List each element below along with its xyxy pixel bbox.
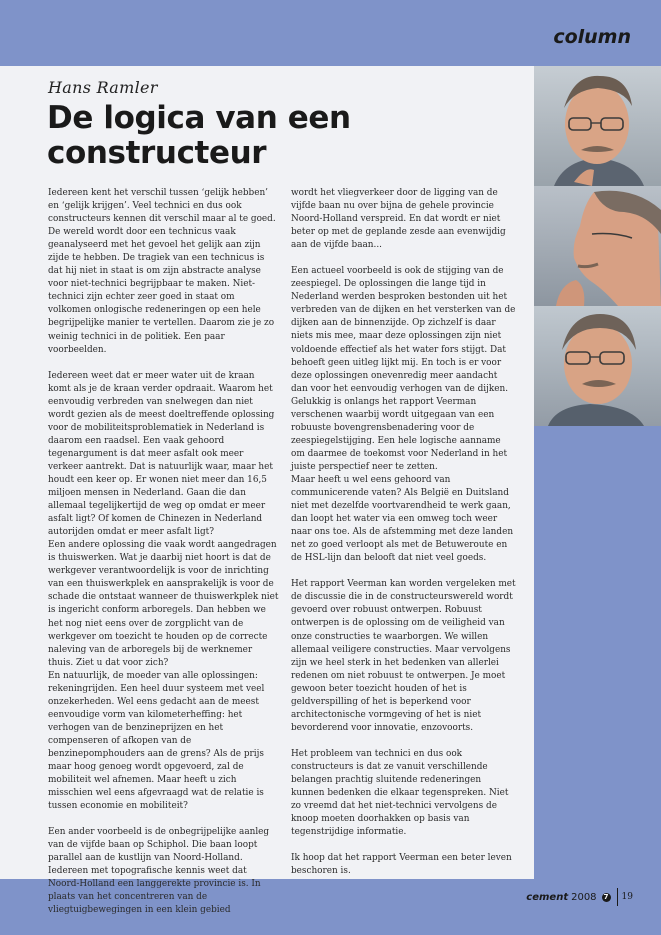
paragraph: Maar heeft u wel eens gehoord van communicerende vaten? Als België en Duitsland niet met dezelfde voortvarendheid te werk gaan, dan loopt het water via een omweg toch weer naar ons toe. Als de afstemming met deze landen net zo goed verloopt als met de Betuweroute en de HSL-lijn dan belooft dat niet veel goeds. <box>291 474 514 564</box>
author-photo-side <box>534 306 661 426</box>
paragraph: Iedereen kent het verschil tussen ‘gelijk hebben’ en ‘gelijk krijgen’. Veel technici en dus ook constructeurs kennen dit verschil maar al te goed. De wereld wordt door een technicus vaak geanalyseerd met het gevoel het gelijk aan zijn zijde te hebben. De tragiek van een technicus is dat hij niet in staat is om zijn abstracte analyse voor niet-technici begrijpbaar te maken. Niet-technici zijn echter zeer goed in staat om volkomen onlogische redeneringen op een hele begrijpelijke manier te vertellen. Daarom zie je zo weinig technici in de politiek. Een paar voorbeelden. <box>48 188 276 355</box>
paragraph: Het probleem van technici en dus ook constructeurs is dat ze vanuit verschillende belangen prachtig sluitende redeneringen kunnen bedenken die elkaar tegenspreken. Niet zo vreemd dat het niet-technici vervolgens de knoop moeten doorhakken op basis van tegenstrijdige informatie. <box>291 748 509 838</box>
magazine-year: 2008 <box>571 891 597 903</box>
paragraph: wordt het vliegverkeer door de ligging van de vijfde baan nu over bijna de gehele provincie Noord-Holland verspreid. En dat wordt er niet beter op met de geplande zesde aan evenwijdig aan de vijfde baan... <box>291 188 506 251</box>
paragraph: Een actueel voorbeeld is ook de stijging van de zeespiegel. De oplossingen die lange tijd in Nederland werden besproken bestonden uit het verbreden van de dijken en het versterken van de dijken aan de binnenzijde. Op zichzelf is daar niets mis mee, maar deze oplossingen zijn niet voldoende effectief als het water fors stijgt. Dat behoeft geen uitleg lijkt mij. En toch is er voor deze oplossingen onevenredig meer aandacht dan voor het eenvoudig verhogen van de dijken. Gelukkig is onlangs het rapport Veerman verschenen waarbij wordt uitgegaan van een robuuste bovengrensbenadering voor de zeespiegelstijging. Een hele logische aanname om daarmee de toekomst voor Nederland in het juiste perspectief neer te zetten. <box>291 266 516 472</box>
right-column <box>291 187 516 878</box>
paragraph: En natuurlijk, de moeder van alle oplossingen: rekeningrijden. Een heel duur systeem met veel onzekerheden. Wel eens gedacht aan de meest eenvoudige vorm van kilometerheffing: het verhogen van de benzineprijzen en het compenseren of afkopen van de benzinepomphouders aan de grens? Als de prijs maar hoog genoeg wordt opgevoerd, zal de mobiliteit wel afnemen. Maar heeft u zich misschien wel eens afgevraagd wat de relatie is tussen economie en mobiliteit? <box>48 670 265 812</box>
article-title: De logica van een constructeur <box>47 100 351 171</box>
paragraph: Een ander voorbeeld is de onbegrijpelijke aanleg van de vijfde baan op Schiphol. Die baan loopt parallel aan de kustlijn van Noord-Holland. Iedereen met topografische kennis weet dat Noord-Holland een langgerekte provincie is. In plaats van het concentreren van de vliegtuigbewegingen in een klein gebied <box>48 827 270 916</box>
page-footer <box>526 888 633 906</box>
section-label: column <box>553 26 631 48</box>
footer-divider <box>617 888 618 906</box>
magazine-name: cement <box>526 891 569 903</box>
author-photo-profile <box>534 186 661 306</box>
author-photo-strip <box>534 66 661 426</box>
paragraph: Het rapport Veerman kan worden vergeleken met de discussie die in de constructeurswereld wordt gevoerd over robuust ontwerpen. Robuust ontwerpen is de oplossing om de veiligheid van onze constructies te waarborgen. We willen allemaal veiligere constructies. Maar vervolgens zijn we heel sterk in het bedenken van allerlei redenen om niet robuust te ontwerpen. Je moet gewoon beter toezicht houden of het is geldverspilling of het is beperkend voor architectonische vormgeving of het is niet bevorderend voor innovatie, enzovoorts. <box>291 579 516 733</box>
page-number: 19 <box>621 892 633 902</box>
author-name: Hans Ramler <box>48 78 158 97</box>
issue-badge: 7 <box>602 893 611 902</box>
paragraph: Iedereen weet dat er meer water uit de kraan komt als je de kraan verder opdraait. Waarom het eenvoudig verbreden van snelwegen dan niet wordt gezien als de meest doeltreffende oplossing voor de mobiliteitsproblematiek in Nederland is daarom een raadsel. Een vaak gehoord tegenargument is dat meer asfalt ook meer verkeer aantrekt. Dat is natuurlijk waar, maar het houdt een keer op. Er wonen niet meer dan 16,5 miljoen mensen in Nederland. Gaan die dan allemaal tegelijkertijd de weg op omdat er meer asfalt ligt? Of komen de Chinezen in Nederland autorijden omdat er meer asfalt ligt? <box>48 370 275 538</box>
left-column <box>48 187 280 918</box>
paragraph: Een andere oplossing die vaak wordt aangedragen is thuiswerken. Wat je daarbij niet hoort is dat de werkgever verantwoordelijk is voor de inrichting van een thuiswerkplek en aansprakelijk is voor de schade die ontstaat wanneer de thuiswerkplek niet is ingericht conform arboregels. Dan hebben we het nog niet eens over de zorgplicht van de werkgever om toezicht te houden op de correcte naleving van de arboregels bij de werknemer thuis. Ziet u dat voor zich? <box>48 540 279 668</box>
paragraph: Ik hoop dat het rapport Veerman een beter leven beschoren is. <box>291 853 512 877</box>
author-photo-front <box>534 66 661 186</box>
